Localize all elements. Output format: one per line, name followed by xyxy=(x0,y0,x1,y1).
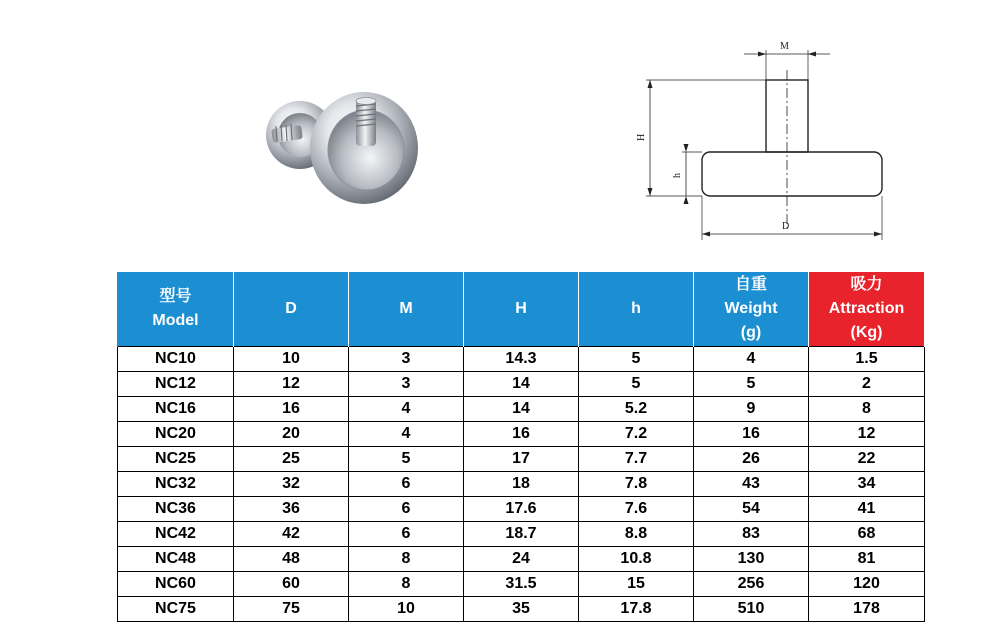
table-cell: 26 xyxy=(694,447,809,472)
table-cell: 60 xyxy=(234,572,349,597)
table-row xyxy=(118,372,925,397)
model-cell: NC10 xyxy=(118,347,234,372)
table-cell: 2 xyxy=(809,372,925,397)
dimension-drawing xyxy=(620,30,910,245)
table-cell: 510 xyxy=(694,597,809,622)
header-d: D xyxy=(234,272,349,347)
table-cell: 8 xyxy=(349,547,464,572)
table-cell: 24 xyxy=(464,547,579,572)
table-cell: 5 xyxy=(694,372,809,397)
table-cell: 10 xyxy=(234,347,349,372)
table-cell: 256 xyxy=(694,572,809,597)
table-cell: 178 xyxy=(809,597,925,622)
table-cell: 5 xyxy=(579,347,694,372)
table-cell: 48 xyxy=(234,547,349,572)
table-cell: 17.8 xyxy=(579,597,694,622)
table-cell: 5 xyxy=(349,447,464,472)
model-cell: NC36 xyxy=(118,497,234,522)
table-cell: 18 xyxy=(464,472,579,497)
table-row xyxy=(118,547,925,572)
table-cell: 34 xyxy=(809,472,925,497)
table-cell: 22 xyxy=(809,447,925,472)
table-cell: 54 xyxy=(694,497,809,522)
model-cell: NC48 xyxy=(118,547,234,572)
table-row xyxy=(118,522,925,547)
table-row xyxy=(118,397,925,422)
drawing-label-d: D xyxy=(782,221,790,232)
model-cell: NC12 xyxy=(118,372,234,397)
table-header-row xyxy=(118,272,925,347)
table-cell: 5.2 xyxy=(579,397,694,422)
table-cell: 83 xyxy=(694,522,809,547)
table-cell: 7.2 xyxy=(579,422,694,447)
table-cell: 1.5 xyxy=(809,347,925,372)
table-cell: 4 xyxy=(349,422,464,447)
table-cell: 41 xyxy=(809,497,925,522)
table-cell: 17 xyxy=(464,447,579,472)
header-weight: 自重 Weight (g) xyxy=(694,272,809,347)
product-photo xyxy=(260,80,420,210)
table-cell: 68 xyxy=(809,522,925,547)
table-cell: 12 xyxy=(809,422,925,447)
table-cell: 15 xyxy=(579,572,694,597)
table-cell: 81 xyxy=(809,547,925,572)
drawing-base xyxy=(702,152,882,196)
table-cell: 16 xyxy=(234,397,349,422)
model-cell: NC75 xyxy=(118,597,234,622)
table-cell: 7.7 xyxy=(579,447,694,472)
table-cell: 5 xyxy=(579,372,694,397)
table-cell: 36 xyxy=(234,497,349,522)
table-cell: 3 xyxy=(349,372,464,397)
table-cell: 18.7 xyxy=(464,522,579,547)
table-cell: 4 xyxy=(349,397,464,422)
table-row xyxy=(118,447,925,472)
table-cell: 12 xyxy=(234,372,349,397)
table-cell: 8.8 xyxy=(579,522,694,547)
spec-table xyxy=(117,272,925,622)
header-attraction: 吸力 Attraction (Kg) xyxy=(809,272,925,347)
model-cell: NC60 xyxy=(118,572,234,597)
table-row xyxy=(118,472,925,497)
model-cell: NC42 xyxy=(118,522,234,547)
table-cell: 7.8 xyxy=(579,472,694,497)
table-cell: 32 xyxy=(234,472,349,497)
drawing-label-m: M xyxy=(780,41,789,52)
header-model: 型号 Model xyxy=(118,272,234,347)
large-magnet xyxy=(310,92,418,204)
table-cell: 31.5 xyxy=(464,572,579,597)
table-row xyxy=(118,422,925,447)
table-cell: 16 xyxy=(694,422,809,447)
table-cell: 14 xyxy=(464,372,579,397)
table-cell: 130 xyxy=(694,547,809,572)
table-row xyxy=(118,572,925,597)
model-cell: NC25 xyxy=(118,447,234,472)
table-cell: 7.6 xyxy=(579,497,694,522)
table-cell: 8 xyxy=(349,572,464,597)
drawing-label-big-h: H xyxy=(636,133,647,141)
drawing-label-small-h: h xyxy=(672,173,683,178)
model-cell: NC32 xyxy=(118,472,234,497)
table-cell: 6 xyxy=(349,522,464,547)
header-small-h: h xyxy=(579,272,694,347)
table-cell: 17.6 xyxy=(464,497,579,522)
model-cell: NC16 xyxy=(118,397,234,422)
model-cell: NC20 xyxy=(118,422,234,447)
table-row xyxy=(118,597,925,622)
table-cell: 4 xyxy=(694,347,809,372)
header-m: M xyxy=(349,272,464,347)
table-cell: 14.3 xyxy=(464,347,579,372)
header-big-h: H xyxy=(464,272,579,347)
table-cell: 3 xyxy=(349,347,464,372)
table-cell: 14 xyxy=(464,397,579,422)
table-cell: 6 xyxy=(349,497,464,522)
table-cell: 120 xyxy=(809,572,925,597)
table-row xyxy=(118,497,925,522)
table-row xyxy=(118,347,925,372)
table-cell: 35 xyxy=(464,597,579,622)
table-cell: 6 xyxy=(349,472,464,497)
table-cell: 8 xyxy=(809,397,925,422)
table-cell: 9 xyxy=(694,397,809,422)
table-cell: 43 xyxy=(694,472,809,497)
table-cell: 75 xyxy=(234,597,349,622)
table-body xyxy=(118,347,925,622)
table-cell: 25 xyxy=(234,447,349,472)
table-cell: 10 xyxy=(349,597,464,622)
table-cell: 10.8 xyxy=(579,547,694,572)
table-cell: 20 xyxy=(234,422,349,447)
table-cell: 16 xyxy=(464,422,579,447)
table-cell: 42 xyxy=(234,522,349,547)
